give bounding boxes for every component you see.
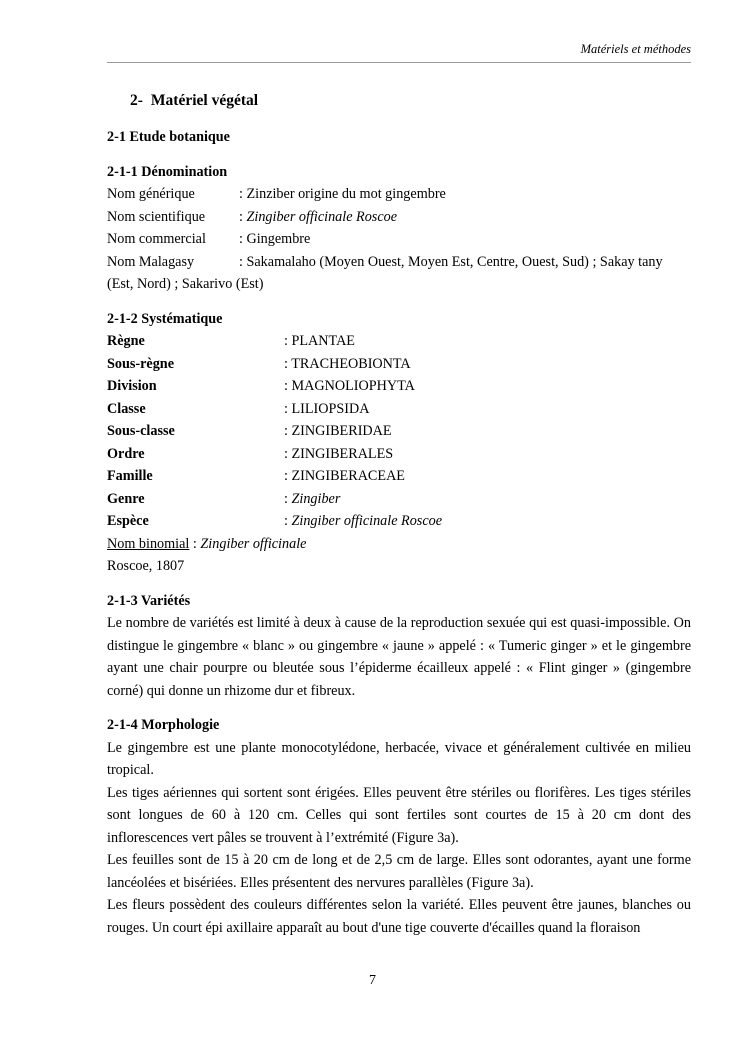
denomination-value: : Gingembre [239, 231, 311, 247]
taxonomy-value: : PLANTAE [284, 333, 355, 349]
taxonomy-value: : ZINGIBERALES [284, 445, 394, 462]
binomial-name: Zingiber officinale [200, 535, 307, 552]
denomination-row [107, 251, 691, 274]
denomination-label: Nom scientifique [107, 208, 206, 225]
denomination-row [107, 206, 691, 229]
heading-morphologie: 2-1-4 Morphologie [107, 717, 220, 733]
taxonomy-row [107, 375, 691, 398]
taxonomy-row [107, 353, 691, 376]
section-title-text: Matériel végétal [150, 92, 259, 109]
taxonomy-row [107, 465, 691, 488]
taxonomy-row [107, 510, 691, 533]
page-number: 7 [369, 973, 376, 988]
paragraph-morphologie: Les fleurs possèdent des couleurs différentes selon la variété. Elles peuvent être jaunes, blanches ou rouges. Un court épi axillaire apparaît au bout d'une tige couverte d'écailles quand la floraison [107, 897, 691, 936]
denomination-continuation: (Est, Nord) ; Sakarivo (Est) [107, 276, 264, 292]
taxonomy-value-italic: Zingiber officinale Roscoe [291, 513, 443, 529]
running-header [107, 42, 691, 63]
heading-etude-botanique: 2-1 Etude botanique [107, 129, 230, 145]
denomination-label: Nom générique [107, 186, 195, 202]
taxonomy-value: : LILIOPSIDA [284, 400, 370, 417]
denomination-row [107, 228, 691, 251]
denomination-value: : Sakamalaho (Moyen Ouest, Moyen Est, Centre, Ouest, Sud) ; Sakay tany [239, 253, 663, 270]
heading-systematique: 2-1-2 Systématique [107, 310, 223, 327]
taxonomy-rank: Classe [107, 400, 146, 417]
taxonomy-value: : ZINGIBERACEAE [284, 468, 405, 484]
taxonomy-row [107, 398, 691, 421]
binomial-separator: : [189, 535, 201, 552]
taxonomy-row [107, 420, 691, 443]
paragraph-morphologie: Les feuilles sont de 15 à 20 cm de long et de 2,5 cm de large. Elles sont odorantes, ayant une forme lancéolées et bisériées. Elles présentent des nervures parallèles (Figure 3a). [107, 852, 691, 891]
paragraph-morphologie: Le gingembre est une plante monocotylédone, herbacée, vivace et généralement cultivée en milieu tropical. [107, 739, 691, 778]
denomination-value: : Zinziber origine du mot gingembre [239, 186, 446, 202]
section-number: 2- [130, 92, 143, 109]
taxonomy-value: : MAGNOLIOPHYTA [284, 378, 415, 394]
taxonomy-rank: Sous-règne [107, 355, 174, 372]
document-body [107, 126, 691, 939]
denomination-row [107, 183, 691, 206]
paragraph-morphologie: Les tiges aériennes qui sortent sont érigées. Elles peuvent être stériles ou florifères. Les tiges stériles sont longues de 60 à 120 cm. Celles qui sont fertiles sont courtes de 15 à 20 cm dont des inflorescences vert pâles se trouvent à l’extrémité (Figure 3a). [107, 784, 691, 846]
taxonomy-row [107, 443, 691, 466]
section-title [130, 92, 258, 110]
heading-denomination: 2-1-1 Dénomination [107, 163, 228, 180]
taxonomy-row [107, 488, 691, 511]
paragraph-varietes: Le nombre de variétés est limité à deux à cause de la reproduction sexuée qui est quasi-impossible. On distingue le gingembre « blanc » ou gingembre « jaune » appelé : « Tumeric ginger » et le gingembre ayant une chair pourpre ou bleutée sous l’épiderme écailleux appelé : « Flint ginger » (gingembre corné) qui donne un rhizome dur et fibreux. [107, 615, 691, 699]
taxonomy-value-italic: Zingiber [291, 490, 341, 507]
taxonomy-rank: Règne [107, 333, 145, 349]
running-header-title: Matériels et méthodes [580, 42, 691, 56]
binomial-label: Nom binomial [107, 535, 190, 552]
taxonomy-value-prefix: : [284, 490, 292, 507]
taxonomy-rank: Ordre [107, 445, 145, 462]
heading-varietes: 2-1-3 Variétés [107, 592, 191, 609]
taxonomy-rank: Division [107, 378, 157, 394]
denomination-value-prefix: : [239, 208, 247, 225]
taxonomy-value-prefix: : [284, 513, 292, 529]
taxonomy-rank: Genre [107, 490, 145, 507]
denomination-label: Nom Malagasy [107, 253, 195, 270]
binomial-name-line [107, 533, 691, 556]
binomial-author: Roscoe, 1807 [107, 558, 185, 574]
denomination-label: Nom commercial [107, 231, 206, 247]
taxonomy-rank: Famille [107, 468, 153, 484]
taxonomy-rank: Espèce [107, 513, 149, 529]
denomination-value-italic: Zingiber officinale Roscoe [246, 208, 398, 225]
taxonomy-value: : TRACHEOBIONTA [284, 355, 411, 372]
taxonomy-value: : ZINGIBERIDAE [284, 423, 392, 439]
taxonomy-rank: Sous-classe [107, 423, 175, 439]
taxonomy-row [107, 330, 691, 353]
